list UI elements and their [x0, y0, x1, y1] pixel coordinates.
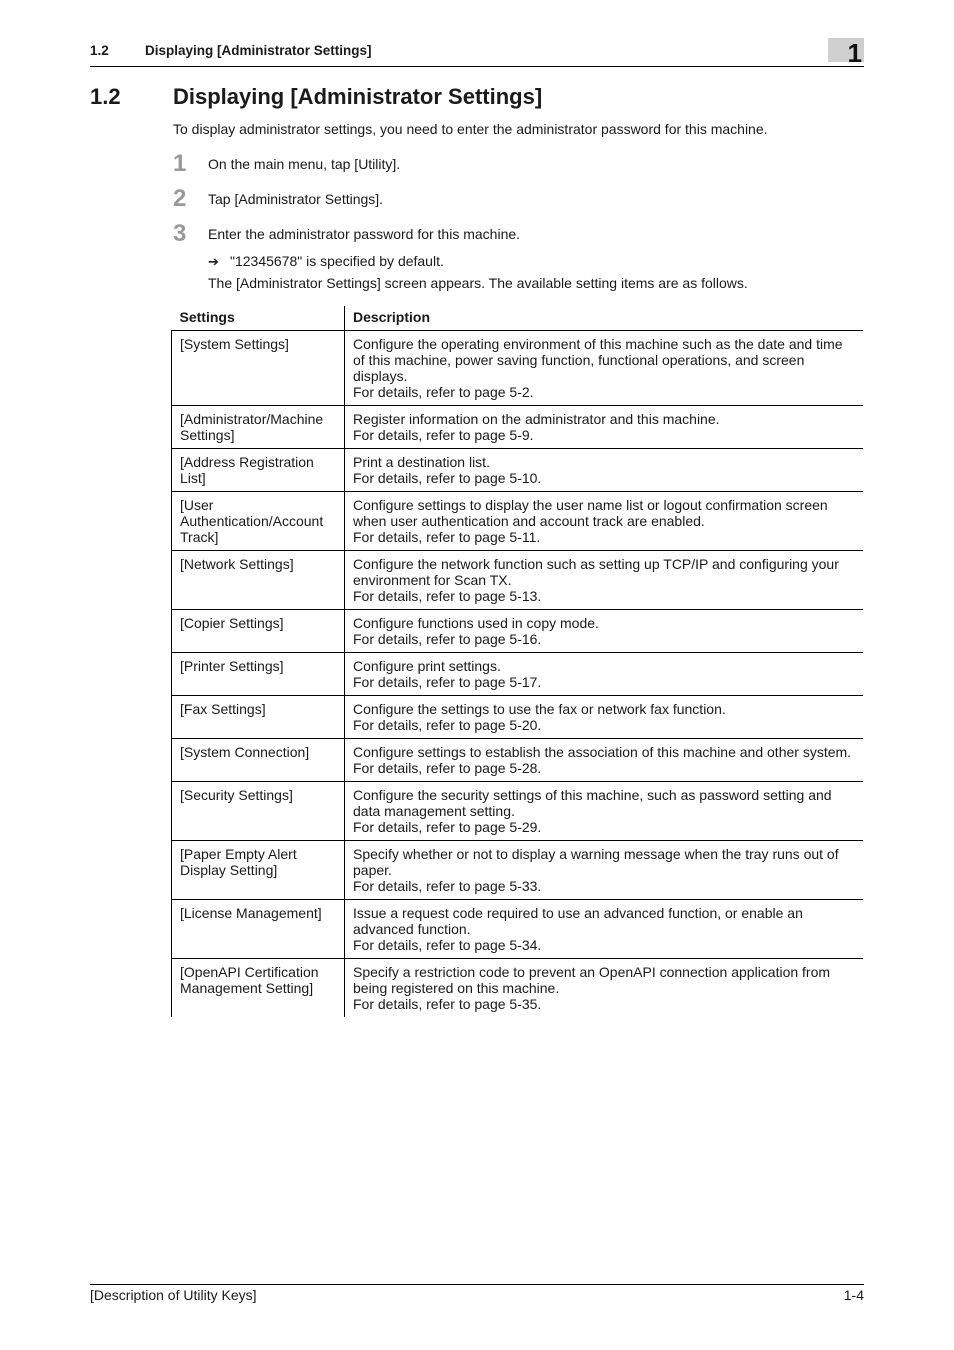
- page-reference: For details, refer to page 5-13.: [353, 588, 542, 604]
- heading-number: 1.2: [90, 84, 121, 109]
- settings-table-body: [172, 331, 864, 1018]
- settings-table: [171, 306, 863, 1017]
- page-reference: For details, refer to page 5-33.: [353, 878, 542, 894]
- description-cell: [345, 331, 864, 406]
- table-header-row: [172, 306, 864, 331]
- default-password-note: [208, 253, 444, 270]
- description-cell: [345, 492, 864, 551]
- setting-name-cell: [Fax Settings]: [172, 696, 345, 739]
- description-cell: [345, 406, 864, 449]
- page-reference: For details, refer to page 5-10.: [353, 470, 542, 486]
- description-text: Configure the operating environment of this machine such as the date and time of this machine, power saving function, functional operations, and screen displays.: [353, 336, 843, 384]
- heading-title: Displaying [Administrator Settings]: [173, 84, 543, 109]
- description-cell: [345, 739, 864, 782]
- note-text: "12345678" is specified by default.: [230, 253, 444, 269]
- footer-page-number: 1-4: [843, 1287, 864, 1303]
- description-cell: [345, 653, 864, 696]
- step-number: 1: [173, 150, 187, 177]
- table-row: [172, 696, 864, 739]
- page-reference: For details, refer to page 5-2.: [353, 384, 534, 400]
- step-number: 2: [173, 185, 187, 212]
- table-row: [172, 782, 864, 841]
- page-reference: For details, refer to page 5-28.: [353, 760, 542, 776]
- description-text: Specify whether or not to display a warning message when the tray runs out of paper.: [353, 846, 839, 878]
- setting-name-cell: [OpenAPI Certification Management Setting]: [172, 959, 345, 1018]
- description-text: Configure settings to establish the association of this machine and other system.: [353, 744, 852, 760]
- description-text: Configure print settings.: [353, 658, 501, 674]
- table-row: [172, 449, 864, 492]
- description-cell: [345, 900, 864, 959]
- page-reference: For details, refer to page 5-29.: [353, 819, 542, 835]
- page-footer: [90, 1284, 864, 1305]
- description-text: Specify a restriction code to prevent an OpenAPI connection application from being registered on this machine.: [353, 964, 831, 996]
- chapter-number-tab: 1: [828, 38, 864, 62]
- table-row: [172, 551, 864, 610]
- header-section-title: Displaying [Administrator Settings]: [145, 43, 372, 58]
- column-header-description: Description: [345, 306, 864, 331]
- description-cell: [345, 696, 864, 739]
- table-row: [172, 900, 864, 959]
- table-row: [172, 959, 864, 1018]
- setting-name-cell: [License Management]: [172, 900, 345, 959]
- description-text: Print a destination list.: [353, 454, 490, 470]
- step-number: 3: [173, 220, 187, 247]
- running-header: [90, 40, 864, 67]
- footer-chapter-title: [Description of Utility Keys]: [90, 1287, 257, 1303]
- setting-name-cell: [Administrator/Machine Settings]: [172, 406, 345, 449]
- description-text: Configure the settings to use the fax or network fax function.: [353, 701, 726, 717]
- table-row: [172, 739, 864, 782]
- page-reference: For details, refer to page 5-17.: [353, 674, 542, 690]
- setting-name-cell: [Network Settings]: [172, 551, 345, 610]
- setting-name-cell: [Address Registration List]: [172, 449, 345, 492]
- setting-name-cell: [Security Settings]: [172, 782, 345, 841]
- step-text: Tap [Administrator Settings].: [208, 191, 384, 207]
- description-text: Register information on the administrator and this machine.: [353, 411, 720, 427]
- description-text: Configure the security settings of this machine, such as password setting and data management setting.: [353, 787, 832, 819]
- description-text: Issue a request code required to use an advanced function, or enable an advanced function.: [353, 905, 803, 937]
- description-cell: [345, 551, 864, 610]
- arrow-right-icon: ➔: [208, 254, 219, 269]
- page-reference: For details, refer to page 5-9.: [353, 427, 534, 443]
- table-row: [172, 406, 864, 449]
- intro-paragraph: To display administrator settings, you need to enter the administrator password for this machine.: [173, 121, 768, 137]
- description-cell: [345, 610, 864, 653]
- description-text: Configure functions used in copy mode.: [353, 615, 599, 631]
- column-header-settings: Settings: [172, 306, 345, 331]
- page-reference: For details, refer to page 5-16.: [353, 631, 542, 647]
- step-text: On the main menu, tap [Utility].: [208, 156, 401, 172]
- page-reference: For details, refer to page 5-20.: [353, 717, 542, 733]
- table-row: [172, 653, 864, 696]
- table-row: [172, 492, 864, 551]
- page-reference: For details, refer to page 5-11.: [353, 529, 541, 545]
- description-text: Configure settings to display the user name list or logout confirmation screen when user authentication and account track are enabled.: [353, 497, 828, 529]
- setting-name-cell: [Copier Settings]: [172, 610, 345, 653]
- table-row: [172, 331, 864, 406]
- description-cell: [345, 959, 864, 1018]
- description-cell: [345, 841, 864, 900]
- page-reference: For details, refer to page 5-35.: [353, 996, 542, 1012]
- setting-name-cell: [System Settings]: [172, 331, 345, 406]
- description-cell: [345, 449, 864, 492]
- setting-name-cell: [Printer Settings]: [172, 653, 345, 696]
- description-cell: [345, 782, 864, 841]
- result-text: The [Administrator Settings] screen appears. The available setting items are as follows.: [208, 275, 748, 291]
- description-text: Configure the network function such as setting up TCP/IP and configuring your environment for Scan TX.: [353, 556, 839, 588]
- table-row: [172, 610, 864, 653]
- setting-name-cell: [Paper Empty Alert Display Setting]: [172, 841, 345, 900]
- page-reference: For details, refer to page 5-34.: [353, 937, 542, 953]
- header-section-number: 1.2: [90, 43, 109, 58]
- setting-name-cell: [System Connection]: [172, 739, 345, 782]
- table-row: [172, 841, 864, 900]
- setting-name-cell: [User Authentication/Account Track]: [172, 492, 345, 551]
- step-text: Enter the administrator password for this machine.: [208, 226, 521, 242]
